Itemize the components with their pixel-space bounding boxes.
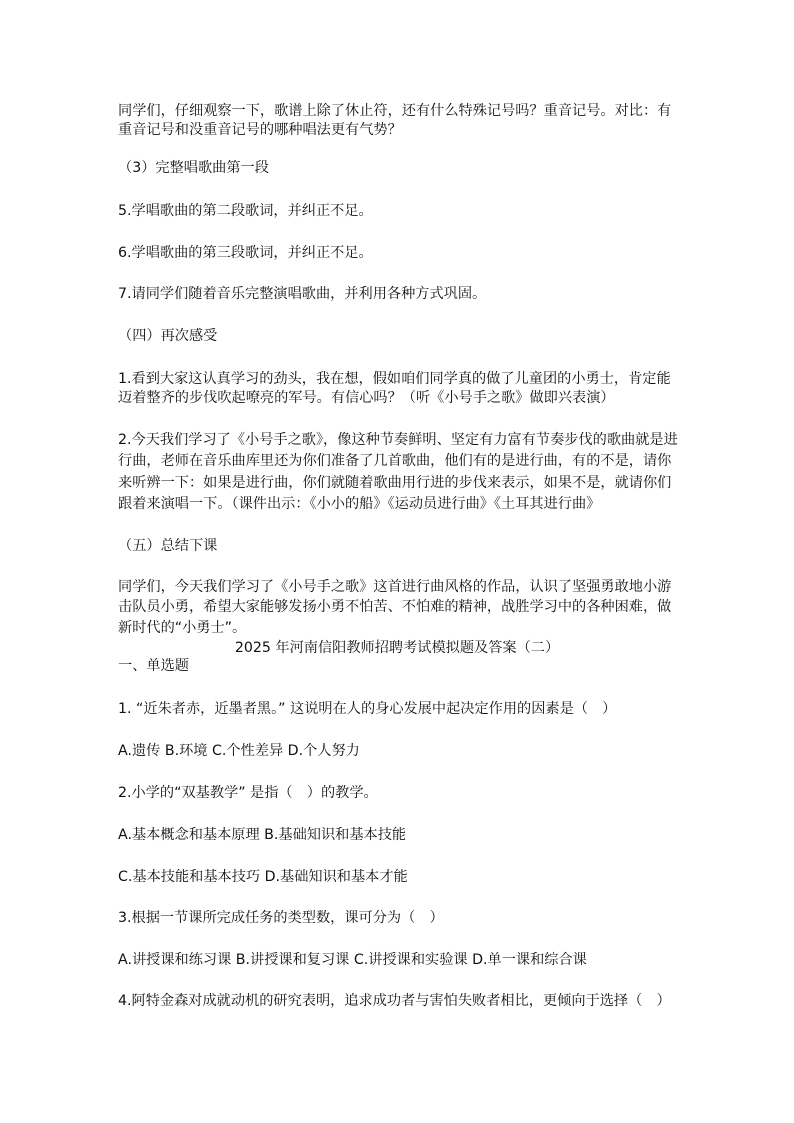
question-2-options: C.基本技能和基本技巧 D.基础知识和基本才能 xyxy=(118,869,408,885)
paragraph-line: 新时代的“小勇士”。 xyxy=(118,620,247,636)
exam-section-heading: 一、单选题 xyxy=(118,658,189,674)
section-heading: （五）总结下课 xyxy=(118,538,218,554)
question-2-options: A.基本概念和基本原理 B.基础知识和基本技能 xyxy=(118,827,407,843)
paragraph-line: 1.看到大家这认真学习的劲头，我在想，假如咱们同学真的做了儿童团的小勇士，肯定能 xyxy=(118,371,671,387)
paragraph-line: 跟着来演唱一下。（课件出示：《小小的船》《运动员进行曲》《土耳其进行曲》 xyxy=(118,496,601,512)
step-item: 5.学唱歌曲的第二段歌词，并纠正不足。 xyxy=(118,203,373,219)
paragraph-line: 迈着整齐的步伐吹起嘹亮的军号。有信心吗？（听《小号手之歌》做即兴表演） xyxy=(118,390,615,406)
question-4: 4.阿特金森对成就动机的研究表明，追求成功者与害怕失败者相比，更倾向于选择（ ） xyxy=(118,993,671,1009)
paragraph-line: 同学们，今天我们学习了《小号手之歌》这首进行曲风格的作品，认识了坚强勇敢地小游 xyxy=(118,579,672,595)
paragraph-line: 来听辨一下：如果是进行曲，你们就随着歌曲用行进的步伐来表示，如果不是，就请你们 xyxy=(118,475,672,491)
question-2: 2.小学的“双基教学” 是指（ ）的教学。 xyxy=(118,785,378,801)
question-3: 3.根据一节课所完成任务的类型数，课可分为（ ） xyxy=(118,910,444,926)
paragraph-line: 同学们，仔细观察一下，歌谱上除了休止符，还有什么特殊记号吗？重音记号。对比：有 xyxy=(118,103,672,119)
question-1-options: A.遗传 B.环境 C.个性差异 D.个人努力 xyxy=(118,743,360,759)
paragraph-line: 击队员小勇，希望大家能够发扬小勇不怕苦、不怕难的精神，战胜学习中的各种困难，做 xyxy=(118,599,672,615)
question-1: 1. “近朱者赤，近墨者黑。” 这说明在人的身心发展中起决定作用的因素是（ ） xyxy=(118,701,617,717)
section-heading: （四）再次感受 xyxy=(118,328,218,344)
step-item: 7.请同学们随着音乐完整演唱歌曲，并利用各种方式巩固。 xyxy=(118,286,487,302)
exam-title: 2025 年河南信阳教师招聘考试模拟题及答案（二） xyxy=(234,640,560,656)
paragraph-line: 重音记号和没重音记号的哪种唱法更有气势？ xyxy=(118,122,402,138)
paragraph-line: 行曲，老师在音乐曲库里还为你们准备了几首歌曲，他们有的是进行曲，有的不是，请你 xyxy=(118,453,672,469)
step-heading: （3）完整唱歌曲第一段 xyxy=(118,160,269,176)
question-3-options: A.讲授课和练习课 B.讲授课和复习课 C.讲授课和实验课 D.单一课和综合课 xyxy=(118,952,587,968)
step-item: 6.学唱歌曲的第三段歌词，并纠正不足。 xyxy=(118,245,373,261)
paragraph-line: 2.今天我们学习了《小号手之歌》，像这种节奏鲜明、坚定有力富有节奏步伐的歌曲就是进 xyxy=(118,432,678,448)
